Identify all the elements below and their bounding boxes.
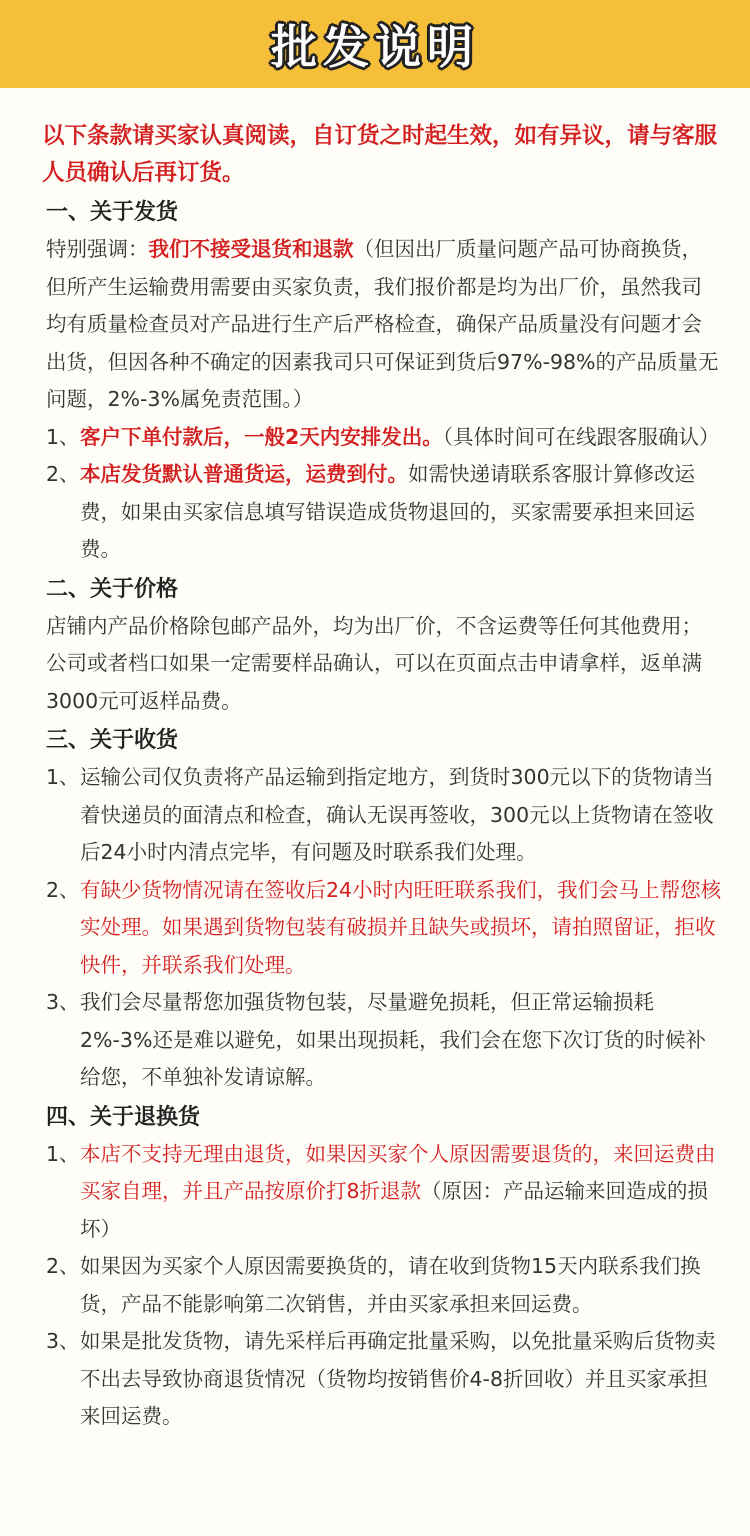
content xyxy=(0,88,750,1436)
item-highlight: 客户下单付款后，一般2天内安排发出。 xyxy=(80,424,443,449)
item-rest: 如需快递请联系客服计算修改运费，如果由买家信息填写错误造成货物退回的，买家需要承担来回运费。 xyxy=(80,462,695,561)
item-text: 运输公司仅负责将产品运输到指定地方，到货时300元以下的货物请当着快递员的面清点和检查，确认无误再签收，300元以上货物请在签收后24小时内清点完毕，有问题及时联系我们处理。 xyxy=(80,765,714,864)
item-text: 如果是批发货物，请先采样后再确定批量采购，以免批量采购后货物卖不出去导致协商退货情况（货物均按销售价4-8折回收）并且买家承担来回运费。 xyxy=(80,1329,716,1428)
list-item xyxy=(46,759,722,872)
item-rest: （具体时间可在线跟客服确认） xyxy=(442,424,720,449)
section-title-shipping: 一、关于发货 xyxy=(46,200,179,225)
shipping-intro-prefix: 特别强调： xyxy=(46,237,149,261)
item-number: 3、 xyxy=(46,1329,80,1353)
item-number: 1、 xyxy=(46,424,80,449)
notice-text: 以下条款请买家认真阅读，自订货之时起生效，如有异议，请与客服人员确认后再订货。 xyxy=(42,123,718,186)
list-item xyxy=(46,984,722,1097)
item-text: 有缺少货物情况请在签收后24小时内旺旺联系我们，我们会马上帮您核实处理。如果遇到货物包装有破损并且缺失或损坏，请拍照留证，拒收快件，并联系我们处理。 xyxy=(80,877,722,977)
item-number: 3、 xyxy=(46,990,80,1014)
item-number: 1、 xyxy=(46,765,80,789)
shipping-intro xyxy=(46,231,722,419)
item-highlight: 本店不支持无理由退货，如果因买家个人原因需要退货的，来回运费由买家自理，并且产品按原价打8折退款 xyxy=(80,1141,716,1203)
item-number: 2、 xyxy=(46,462,80,486)
list-item xyxy=(46,1136,722,1249)
section-title-returns: 四、关于退换货 xyxy=(46,1104,201,1130)
page-title: 批发说明 xyxy=(271,20,479,74)
item-number: 2、 xyxy=(46,877,80,902)
page-header xyxy=(0,0,750,88)
item-rest: （原因：产品运输来回造成的损坏） xyxy=(80,1179,709,1241)
shipping-intro-highlight: 我们不接受退货和退款 xyxy=(148,237,354,261)
item-highlight: 本店发货默认普通货运，运费到付。 xyxy=(80,462,408,486)
item-text: 如果因为买家个人原因需要换货的，请在收到货物15天内联系我们换货，产品不能影响第二次销售，并由买家承担来回运费。 xyxy=(80,1254,701,1316)
item-number: 1、 xyxy=(46,1141,80,1166)
item-text xyxy=(80,456,722,569)
section-title-price: 二、关于价格 xyxy=(46,576,179,602)
item-text xyxy=(80,419,722,457)
section-title-receiving: 三、关于收货 xyxy=(46,728,179,753)
list-item xyxy=(46,456,722,569)
list-item xyxy=(46,419,722,457)
item-number: 2、 xyxy=(46,1254,80,1278)
item-text xyxy=(80,1136,722,1249)
list-item xyxy=(46,872,722,985)
price-text: 店铺内产品价格除包邮产品外，均为出厂价，不含运费等任何其他费用；公司或者档口如果一定需要样品确认，可以在页面点击申请拿样，返单满3000元可返样品费。 xyxy=(46,613,702,713)
list-item xyxy=(46,1248,722,1323)
item-text: 我们会尽量帮您加强货物包装，尽量避免损耗，但正常运输损耗2%-3%还是难以避免，如果出现损耗，我们会在您下次订货的时候补给您，不单独补发请谅解。 xyxy=(80,990,706,1089)
list-item xyxy=(46,1323,722,1436)
shipping-intro-rest: （但因出厂质量问题产品可协商换货，但所产生运输费用需要由买家负责，我们报价都是均为出厂价，虽然我司均有质量检查员对产品进行生产后严格检查，确保产品质量没有问题才会出货，但因各种不确定的因素我司只可保证到货后97%-98%的产品质量无问题，2%-3%属免责范围。） xyxy=(46,237,719,411)
